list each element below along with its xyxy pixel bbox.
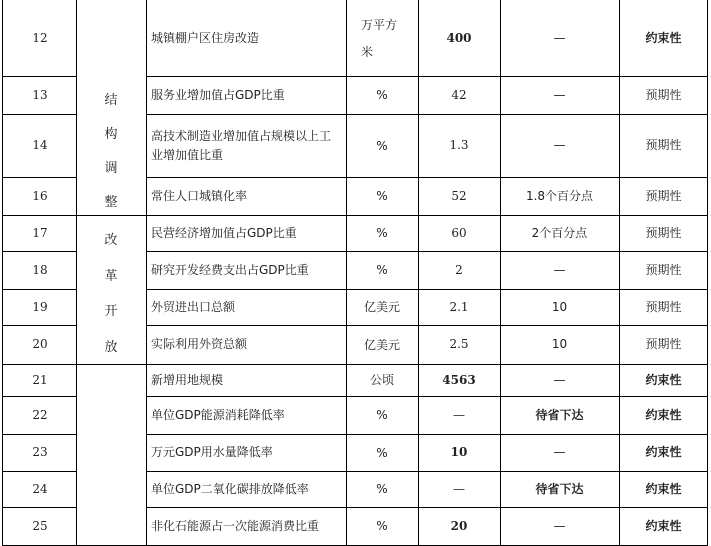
target-value: — [453,481,465,496]
row-number: 12 [32,30,48,45]
row-number: 20 [32,337,48,352]
grid-vline [2,0,3,545]
category-char: 整 [104,195,118,210]
growth-rate: 10 [551,299,568,314]
indicator-type: 预期性 [645,337,682,352]
row-number: 21 [32,372,48,387]
growth-rate: — [553,262,566,277]
indicator-name: 城镇棚户区住房改造 [151,30,260,45]
row-number: 13 [32,87,48,102]
indicator-name: 单位GDP能源消耗降低率 [151,407,285,422]
growth-rate: — [553,518,566,533]
category-char: 构 [104,127,118,142]
row-number: 14 [32,138,48,153]
unit-cell: % [376,408,388,423]
target-value: 2.1 [449,299,469,314]
category-char: 结 [104,93,118,108]
growth-rate: — [553,138,566,153]
indicator-type: 预期性 [645,87,682,102]
row-number: 17 [32,225,48,240]
indicator-type: 预期性 [645,225,682,240]
target-value: 2 [455,262,463,277]
indicator-name: 万元GDP用水量降低率 [151,445,273,460]
row-number: 16 [32,188,48,203]
row-number: 19 [32,299,48,314]
row-number: 23 [32,445,48,460]
indicator-type: 约束性 [645,445,682,460]
indicator-name: 外贸进出口总额 [151,299,236,314]
indicator-type: 预期性 [645,188,682,203]
grid-vline [707,0,708,545]
unit-cell: 万平方米 [361,18,398,59]
growth-rate: 待省下达 [535,481,584,496]
indicator-name: 常住人口城镇化率 [151,188,248,203]
category-char: 改 [104,233,118,248]
target-value: 42 [451,87,467,102]
indicator-name: 新增用地规模 [151,372,224,387]
indicator-type: 约束性 [645,481,682,496]
indicator-type: 约束性 [645,518,682,533]
row-number: 25 [32,518,48,533]
category-char: 开 [104,304,118,319]
growth-rate: — [553,445,566,460]
target-value: 20 [450,518,468,533]
indicator-type: 约束性 [645,30,682,45]
unit-cell: % [376,519,388,534]
category-char: 调 [104,161,118,176]
indicator-name: 非化石能源占一次能源消费比重 [151,518,320,533]
unit-cell: % [376,88,388,103]
unit-cell: % [376,189,388,204]
unit-cell: 亿美元 [363,300,400,315]
indicator-type: 约束性 [645,407,682,422]
target-value: 400 [446,30,472,45]
unit-cell: % [376,482,388,497]
growth-rate: — [553,30,566,45]
indicator-type: 预期性 [645,299,682,314]
growth-rate: 1.8个百分点 [525,188,594,203]
row-number: 18 [32,262,48,277]
target-value: 60 [451,225,467,240]
growth-rate: — [553,372,566,387]
target-value: 2.5 [449,337,469,352]
growth-rate: 10 [551,337,568,352]
row-number: 22 [32,407,48,422]
unit-cell: % [376,445,388,460]
indicator-name: 研究开发经费支出占GDP比重 [151,262,309,277]
row-number: 24 [32,481,48,496]
unit-cell: % [376,226,388,241]
indicator-name: 高技术制造业增加值占规模以上工业增加值比重 [151,128,332,162]
indicator-type: 约束性 [645,372,682,387]
category-char: 革 [104,268,118,284]
category-char: 放 [104,339,118,355]
unit-cell: % [376,138,388,153]
unit-cell: % [376,263,388,278]
indicator-type: 预期性 [645,138,682,153]
indicator-name: 服务业增加值占GDP比重 [151,87,285,102]
indicator-name: 单位GDP二氧化碳排放降低率 [151,481,309,496]
growth-rate: — [553,87,566,102]
growth-rate: 待省下达 [535,407,584,422]
target-value: — [453,407,465,422]
unit-cell: 公顷 [369,373,394,388]
target-value: 10 [450,445,468,460]
target-value: 1.3 [449,138,469,153]
indicator-name: 民营经济增加值占GDP比重 [151,225,297,240]
growth-rate: 2个百分点 [531,225,588,240]
indicator-type: 预期性 [645,262,682,277]
target-value: 4563 [442,372,476,387]
indicator-name: 实际利用外资总额 [151,337,248,352]
unit-cell: 亿美元 [363,337,400,352]
target-value: 52 [451,188,467,203]
